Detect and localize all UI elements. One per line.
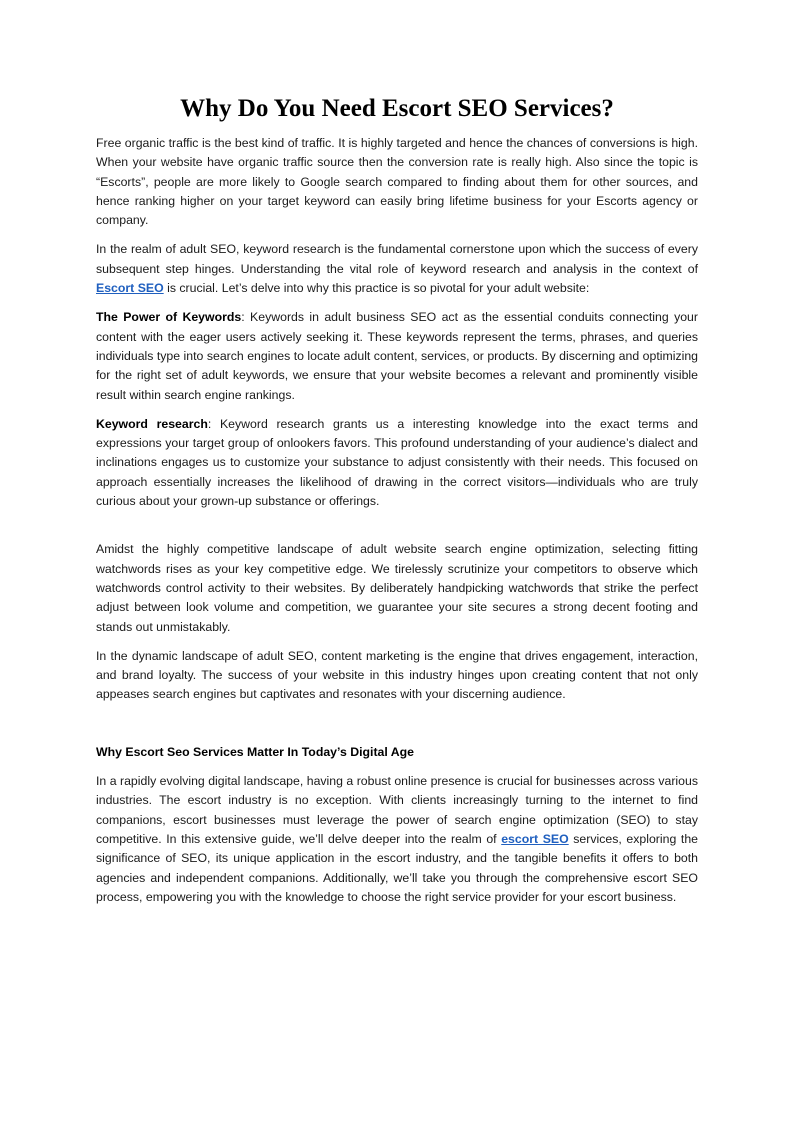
section-heading: Why Escort Seo Services Matter In Today’s Digital Age — [96, 744, 414, 759]
paragraph-text: In the realm of adult SEO, keyword research is the fundamental cornerstone upon which the success of every subsequent step hinges. Understanding the vital role of keyword research and analysis in the context of — [96, 242, 698, 276]
paragraph-text: : Keywords in adult business SEO act as the essential conduits connecting your content with the eager users actively seeking it. These keywords represent the terms, phrases, and queries individuals type into search engines to locate adult content, services, or products. By discerning and optimizing for the right set of adult keywords, we ensure that your website becomes a relevant and prominently visible result within search engine rankings. — [96, 310, 698, 402]
document-page — [96, 92, 698, 917]
escort-seo-link-2[interactable]: escort SEO — [501, 831, 569, 846]
paragraph-keyword-research-intro — [96, 240, 698, 298]
paragraph-content-marketing: In the dynamic landscape of adult SEO, content marketing is the engine that drives engagement, interaction, and brand loyalty. The success of your website in this industry hinges upon creating content that not only appeases search engines but captivates and resonates with your discerning audience. — [96, 648, 698, 702]
paragraph-text: services, exploring the significance of SEO, its unique application in the escort industry, and the tangible benefits it offers to both agencies and independent companions. Additionally, we’ll take you through the comprehensive escort SEO process, empowering you with the knowledge to choose the right service provider for your escort business. — [96, 831, 699, 904]
bold-label: The Power of Keywords — [96, 310, 242, 325]
paragraph-text: is crucial. Let’s delve into why this practice is so pivotal for your adult website: — [163, 281, 590, 296]
paragraph-keyword-research — [96, 415, 698, 511]
paragraph-text: : Keyword research grants us a interesting knowledge into the exact terms and expressions your target group of onlookers favors. This profound understanding of your audience’s dialect and inclinations engages us to customize your substance to adjust consistently with their needs. This focused on approach essentially increases the likelihood of drawing in the correct visitors—individuals who are truly curious about your grown-up substance or offerings. — [96, 416, 698, 509]
paragraph-text: In a rapidly evolving digital landscape, having a robust online presence is crucial for businesses across various industries. The escort industry is no exception. With clients increasingly turning to the internet to find companions, escort businesses must leverage the power of search engine optimization (SEO) to stay competitive. In this extensive guide, we’ll delve deeper into the realm of — [96, 774, 698, 846]
blank-line — [96, 715, 698, 743]
paragraph-competitive-landscape: Amidst the highly competitive landscape of adult website search engine optimization, selecting fitting watchwords rises as your key competitive edge. We tirelessly scrutinize your competitors to observe which watchwords control activity to their websites. By deliberately handpicking watchwords that strike the perfect adjust between look volume and competition, we guarantee your site secures a strong decent footing and stands out unmistakably. — [96, 542, 698, 634]
paragraph-power-of-keywords — [96, 308, 698, 404]
escort-seo-link[interactable]: Escort SEO — [96, 281, 164, 296]
blank-line — [96, 521, 698, 540]
paragraph-organic-traffic: Free organic traffic is the best kind of traffic. It is highly targeted and hence the chances of conversions is high. When your website have organic traffic source then the conversion rate is really high. Also since the topic is “Escorts”, people are more likely to Google search compared to finding about them for other sources, and hence ranking higher on your target keyword can easily bring lifetime business for your Escorts agency or company. — [96, 136, 698, 228]
bold-label: Keyword research — [96, 416, 208, 431]
paragraph-digital-age — [96, 772, 698, 907]
page-title: Why Do You Need Escort SEO Services? — [180, 95, 614, 122]
